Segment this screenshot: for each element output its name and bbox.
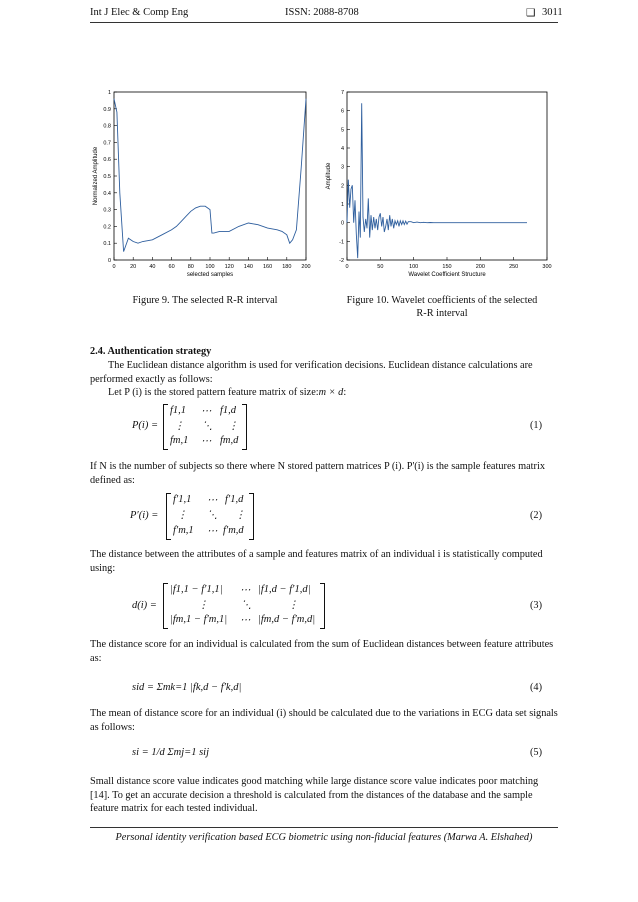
y-axis-label: Normalized Amplitude [93,146,99,206]
eq2-amd: f′m,d [223,525,244,536]
eq2-a1d: f′1,d [225,494,244,505]
x-axis-label: Wavelet Coefficient Structure [408,272,486,278]
x-tick-label: 120 [224,264,234,270]
eq2-am1: f′m,1 [173,525,194,536]
eq1-vdots2: ⋮ [228,421,239,432]
y-tick-label: 0.8 [103,123,111,130]
paragraph-6: The mean of distance score for an individual (i) should be calculated due to the variations in ECG data set signals as follows: [90,708,558,733]
eq1-matrix [163,404,247,450]
section-title: 2.4. Authentication strategy [90,346,212,357]
plot-frame [114,92,306,260]
x-tick-label: 100 [205,264,215,270]
paragraph-4: The distance between the attributes of a sample and features matrix of an individual i is statistically computed using: [90,549,543,574]
y-tick-label: 0.2 [103,224,111,231]
y-tick-label: 4 [340,146,344,152]
y-tick-label: 0.5 [103,174,111,180]
eq3-amd: |fm,d − f′m,d| [258,614,316,625]
checkbox-icon: ❑ [526,8,536,19]
paragraph-2: Let P (i) is the stored pattern feature matrix of size:m × d: [108,387,347,398]
journal-name: Int J Elec & Comp Eng [90,7,189,18]
eq2-hdots2: ⋯ [207,526,218,537]
eq3-vdots2: ⋮ [288,600,299,611]
y-tick-label: 0.9 [103,106,111,113]
figure-9-chart [88,86,318,286]
y-tick-label: 0.6 [103,157,111,164]
running-footer: Personal identity verification based ECG biometric using non-fiducial features (Marwa A. Elshahed) [115,832,533,843]
y-tick-label: 1 [107,90,111,96]
eq2-vdots: ⋮ [177,510,188,521]
y-tick-label: 5 [340,127,344,134]
y-tick-label: -1 [339,239,344,246]
paragraph-3: If N is the number of subjects so there where N stored pattern matrices P (i). P'(i) is the sample features matrix defined as: [90,461,545,486]
x-tick-label: 0 [112,264,116,270]
eq3-hdots: ⋯ [240,585,251,596]
paragraph-7: Small distance score value indicates good matching while large distance score value indicates poor matching [14]. To get an accurate decision a threshold is calculated from the distances of the database and the sample feature matrix for each tested individual. [90,776,539,814]
x-tick-label: 20 [130,264,137,270]
eq2-matrix [166,493,254,540]
y-tick-label: 1 [340,202,344,208]
eq1-number: (1) [530,420,543,431]
figure-10-caption [332,294,552,320]
paragraph-5: The distance score for an individual is calculated from the sum of Euclidean distances between feature attributes as: [90,639,554,664]
header-rule [90,22,558,23]
eq3-matrix [163,583,325,629]
eq3-lhs: d(i) = [132,600,157,611]
x-tick-label: 250 [509,264,519,270]
eq3-hdots2: ⋯ [240,615,251,626]
y-tick-label: 3 [340,164,344,171]
eq5-number: (5) [530,747,543,758]
y-tick-label: 2 [340,183,344,190]
eq1-a11: f1,1 [170,405,187,416]
x-tick-label: 60 [168,264,175,270]
matrix-size: m × d [318,387,344,398]
y-tick-label: 7 [340,90,344,96]
figure-10-chart [325,86,560,286]
eq2-ddots: ⋱ [207,510,218,521]
eq3-a1d: |f1,d − f′1,d| [258,584,311,595]
issn: ISSN: 2088-8708 [285,7,359,18]
x-axis-label: selected samples [186,272,234,278]
x-tick-label: 300 [542,264,552,270]
eq1-am1: fm,1 [170,435,189,446]
eq5: si = 1/d Σmj=1 sij [132,747,210,758]
eq3-number: (3) [530,600,543,611]
y-tick-label: 0 [107,258,111,264]
x-tick-label: 40 [149,264,156,270]
eq2-a11: f′1,1 [173,494,192,505]
x-tick-label: 50 [377,264,384,270]
data-line [114,99,306,252]
x-tick-label: 140 [243,264,253,270]
plot-frame [347,92,547,260]
eq1-hdots2: ⋯ [201,436,212,447]
x-tick-label: 80 [187,264,194,270]
running-header [90,7,563,23]
paragraph-1: The Euclidean distance algorithm is used for verification decisions. Euclidean distance calculations are performed exactly as follows: [90,360,533,385]
figure-10-caption-line1: Figure 10. Wavelet coefficients of the selected [346,295,538,306]
eq1-a1d: f1,d [220,405,237,416]
x-tick-label: 200 [475,264,485,270]
y-tick-label: 0.1 [103,241,111,248]
figure-9-caption: Figure 9. The selected R-R interval [132,295,278,306]
eq2-lhs: P′(i) = [130,510,159,521]
x-tick-label: 100 [409,264,419,270]
x-tick-label: 150 [442,264,452,270]
data-line [347,103,527,258]
eq3-am1: |fm,1 − f′m,1| [170,614,228,625]
y-tick-label: 0 [340,220,344,227]
eq1-lhs: P(i) = [132,420,159,431]
y-tick-label: 0.3 [103,207,111,214]
x-tick-label: 180 [282,264,292,270]
eq4: sid = Σmk=1 |fk,d − f′k,d| [132,682,242,693]
eq1-amd: fm,d [220,435,239,446]
y-tick-label: 6 [340,108,344,115]
footer-rule [90,827,558,828]
eq1-vdots: ⋮ [174,421,185,432]
eq3-ddots: ⋱ [241,600,252,611]
paragraph-2-text: Let P (i) is the stored pattern feature matrix of size: [108,387,319,398]
eq2-vdots2: ⋮ [235,510,246,521]
y-tick-label: 0.4 [103,190,111,197]
page-number: 3011 [542,7,563,18]
eq4-number: (4) [530,682,543,693]
y-axis-label: Amplitude [326,162,332,190]
eq3-a11: |f1,1 − f′1,1| [170,584,223,595]
eq3-vdots: ⋮ [198,600,209,611]
y-tick-label: -2 [339,258,344,264]
x-tick-label: 200 [301,264,311,270]
eq1-hdots: ⋯ [201,406,212,417]
x-tick-label: 0 [345,264,349,270]
eq2-hdots: ⋯ [207,495,218,506]
figure-10-caption-line2: R-R interval [416,308,468,319]
eq2-number: (2) [530,510,543,521]
eq1-ddots: ⋱ [202,421,213,432]
y-tick-label: 0.7 [103,140,111,147]
x-tick-label: 160 [263,264,273,270]
